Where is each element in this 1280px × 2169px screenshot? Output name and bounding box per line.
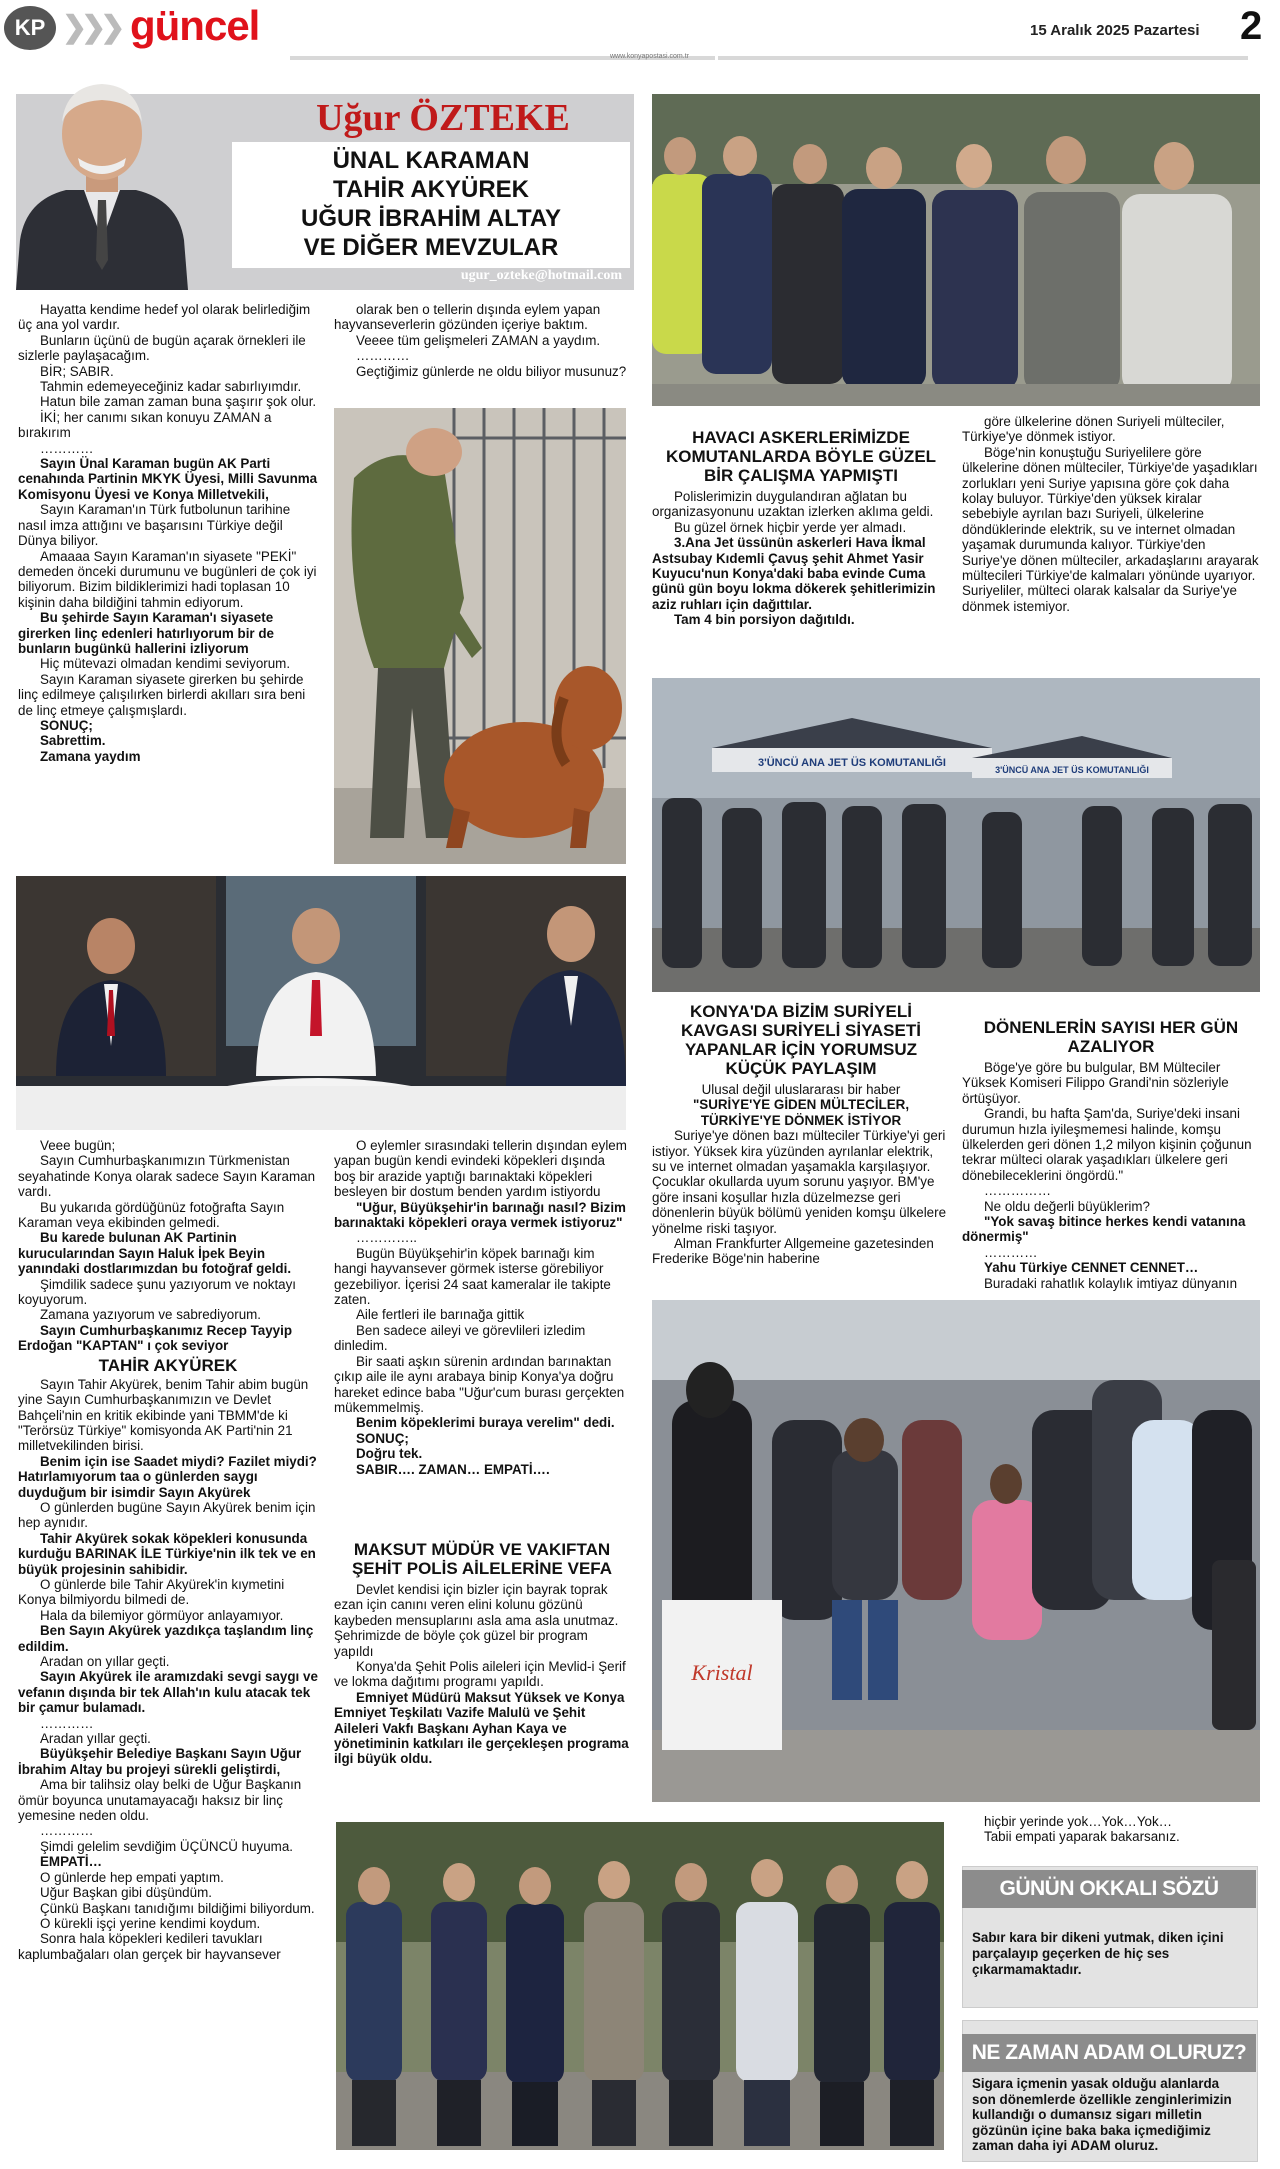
logo: KP — [4, 6, 56, 50]
paragraph: Bugün Büyükşehir'in köpek barınağı kim hangi hayvansever görmek isterse görebiliyor gezebiliyor. İçerisi 24 saat kameralar ile takipte zaten. — [334, 1245, 611, 1308]
paragraph: ………… — [40, 1823, 94, 1839]
paragraph: Ne oldu değerli büyüklerim? — [984, 1198, 1150, 1214]
headline-line: VE DİĞER MEVZULAR — [303, 234, 559, 261]
paragraph: Grandi, bu hafta Şam'da, Suriye'deki insani durumun hızla iyileşmemesi halinde, komşu ülkelerden geri dönen 1,2 milyon kişinin çoğunun tekrar mülteci olarak yaşadıkları ülkelere geri dönebileceklerini öngördü." — [962, 1106, 1252, 1183]
paragraph: Sayın Karaman'ın Türk futbolunun tarihine nasıl imza attığını ve başarısını Türkiye değil Dünya biliyor. — [18, 502, 291, 549]
column-text-1 — [18, 302, 318, 764]
paragraph: Veeee tüm gelişmeleri ZAMAN a yaydım. — [356, 332, 601, 348]
headline-line: TAHİR AKYÜREK — [333, 176, 529, 203]
author-email[interactable]: ugur_ozteke@hotmail.com — [460, 268, 622, 283]
paragraph: ………… — [40, 1715, 94, 1731]
issue-date: 15 Aralık 2025 Pazartesi — [1030, 22, 1200, 39]
column-headline — [232, 146, 630, 262]
column-text-3 — [18, 1138, 318, 1962]
paragraph: Sayın Cumhurbaşkanımızın Türkmenistan seyahatinde Konya olarak sadece Sayın Karaman vardı. — [18, 1153, 316, 1200]
page-number: 2 — [1240, 4, 1263, 48]
photo-meeting — [16, 876, 626, 1130]
paragraph: Ulusal değil uluslararası bir haber — [701, 1082, 901, 1097]
column-text-2 — [334, 302, 630, 379]
paragraph: Suriye'ye dönen bazı mülteciler Türkiye'yi geri istiyor. Yüksek kira yüzünden ayrılanlar elektrik, su ve internet olmadan yaşamakla karşılaşıyor. Çocuklar okullarda uyum sorunu yaşıyor. BM'ye göre insani koşullar hızla düzelmezse geri dönenlerin büyük bölümü yeniden komşu ülkelere yönelme riski taşıyor. — [652, 1128, 947, 1236]
paragraph: göre ülkelerine dönen Suriyeli mülteciler, Türkiye'ye dönmek istiyor. — [962, 414, 1225, 445]
subheading: TAHİR AKYÜREK — [98, 1355, 238, 1375]
paragraph: Ben sadece aileyi ve görevlileri izledim dinledim. — [334, 1322, 586, 1354]
column-text-4 — [334, 1138, 630, 1477]
headline-line: ÜNAL KARAMAN — [332, 147, 530, 174]
paragraph: O eylemler sırasındaki tellerin dışından eylem yapan bugün kendi evindeki köpekleri dışında boş bir arazide yaptığı barınaktaki köpekleri besleyen bir dostum benden yardım istiyordu — [334, 1138, 627, 1200]
paragraph: hiçbir yerinde yok…Yok…Yok… — [984, 1814, 1173, 1829]
paragraph: Sayın Cumhurbaşkanımız Recep Tayyip Erdoğan "KAPTAN" ı çok seviyor — [18, 1322, 293, 1354]
news-havaci-left — [652, 428, 950, 628]
paragraph: "SURİYE'YE GİDEN MÜLTECİLER, TÜRKİYE'YE DÖNMEK İSTİYOR — [692, 1097, 910, 1128]
paragraph: Amaaaa Sayın Karaman'ın siyasete "PEKİ" demeden önceki durumunu ve bugünleri de çok iyi biliyorum. Bizim bildiklerimizi hadi toplasan 10 kişinin daha bildiğini tahmin ediyorum. — [18, 548, 317, 610]
article-title: DÖNENLERİN SAYISI HER GÜN AZALIYOR — [983, 1018, 1239, 1056]
paragraph: ………… — [984, 1244, 1038, 1260]
paragraph: "Yok savaş bitince herkes kendi vatanına dönermiş" — [962, 1214, 1246, 1245]
tent-banner-2: 3'ÜNCÜ ANA JET ÜS KOMUTANLIĞI — [995, 765, 1149, 775]
author-name: Uğur ÖZTEKE — [316, 97, 570, 139]
paragraph: "Uğur, Büyükşehir'in barınağı nasıl? Bizim barınaktaki köpekleri oraya vermek istiyoruz" — [334, 1199, 626, 1231]
tent-banner-1: 3'ÜNCÜ ANA JET ÜS KOMUTANLIĞI — [758, 757, 946, 769]
paragraph: Polislerimizin duygulandıran ağlatan bu organizasyonunu uzaktan izlerken aklıma geldi. — [652, 489, 934, 520]
paragraph: Hala da bilemiyor görmüyor anlayamıyor. — [40, 1607, 284, 1623]
paragraph: Ama bir talihsiz olay belki de Uğur Başkanın ömür boyunca unutamayacağı haksız bir linç yemesine neden oldu. — [18, 1777, 302, 1824]
paragraph: Aradan yıllar geçti. — [40, 1731, 151, 1747]
paragraph: Bu güzel örnek hiçbir yerde yer almadı. — [674, 519, 907, 535]
chevrons-icon: ❯❯❯ — [62, 11, 120, 44]
paragraph: Uğur Başkan gibi düşündüm. — [40, 1885, 212, 1901]
headline-line: UĞUR İBRAHİM ALTAY — [301, 205, 561, 232]
article-title: MAKSUT MÜDÜR VE VAKIFTAN ŞEHİT POLİS AİLELERİNE VEFA — [351, 1540, 613, 1578]
paragraph: Bu yukarıda gördüğünüz fotoğrafta Sayın Karaman veya ekibinden gelmedi. — [18, 1199, 285, 1231]
paragraph: Şimdilik sadece şunu yazıyorum ve noktayı koyuyorum. — [18, 1276, 297, 1308]
paragraph: Hayatta kendime hedef yol olarak belirlediğim üç ana yol vardır. — [18, 302, 311, 333]
photo-refugees — [652, 1300, 1260, 1802]
paragraph: olarak ben o tellerin dışında eylem yapan hayvanseverlerin gözünden içeriye baktım. — [334, 302, 601, 333]
paragraph: SONUÇ; — [356, 1430, 409, 1446]
author-photo — [6, 50, 196, 290]
quote-title: GÜNÜN OKKALI SÖZÜ — [962, 1870, 1256, 1908]
paragraph: Sayın Akyürek ile aramızdaki sevgi saygı ve vefanın dışında bir tek Allah'ın kulu atacak tek bir çamur bulamadı. — [18, 1669, 318, 1716]
paragraph: Tahir Akyürek sokak köpekleri konusunda kurduğu BARINAK İLE Türkiye'nin ilk tek ve en büyük projesinin sahibidir. — [18, 1530, 316, 1577]
news-sehit-polis — [334, 1540, 630, 1767]
paragraph: Alman Frankfurter Allgemeine gazetesinden Frederike Böge'nin haberine — [652, 1236, 934, 1267]
paragraph: Şimdi gelelim sevdiğim ÜÇÜNCÜ huyuma. — [40, 1838, 294, 1854]
paragraph: ………….. — [356, 1230, 418, 1246]
paragraph: Tabii empati yaparak bakarsanız. — [984, 1829, 1180, 1845]
news-suriyeli — [652, 1002, 950, 1267]
news-donenler-tail — [962, 1814, 1260, 1845]
paragraph: Çünkü Başkanı tanıdığımı bildiğimi biliyordum. — [40, 1900, 315, 1916]
paragraph: Aradan on yıllar geçti. — [40, 1654, 170, 1669]
section-title: güncel — [130, 2, 260, 49]
paragraph: Sabrettim. — [40, 733, 106, 749]
paragraph: O günlerden bugüne Sayın Akyürek benim için hep aynıdır. — [18, 1499, 316, 1531]
paragraph: Geçtiğimiz günlerde ne oldu biliyor musunuz? — [356, 363, 627, 379]
paragraph: Böge'nin konuştuğu Suriyelilere göre ülkelerine dönen mülteciler, Türkiye'de yaşadıkları zorlukları yeni Suriye yapısına göre çok daha kolay buluyor. Türkiye'den yüksek kiralar sebebiyle ayrılan bazı Suriyeli, ülkelerine döndüklerinde elektrik, su ve internet olmadan yaşamak durumunda kalıyor. Türkiye'den Suriye'ye dönen mülteciler, arkadaşlarını arayarak mültecileri Türkiye'de kalmaları yönünde uyarıyor. Suriyeliler, mülteci olarak kalsalar da Suriye'ye dönmek istemiyor. — [962, 444, 1259, 614]
opinion-title: NE ZAMAN ADAM OLURUZ? — [962, 2034, 1256, 2072]
paragraph: Ben Sayın Akyürek yazdıkça taşlandım linç edildim. — [18, 1623, 314, 1654]
photo-military-ceremony — [652, 94, 1260, 406]
paragraph: O günlerde hep empati yaptım. — [40, 1869, 224, 1885]
paragraph: 3.Ana Jet üssünün askerleri Hava İkmal Astsubay Kıdemli Çavuş şehit Ahmet Yasir Kuyucu'nun Konya'daki baba evinde Cuma günü gün boyu lokma dökerek şehitlerimizin aziz ruhları için dağıttılar. — [652, 535, 936, 612]
paragraph: Bu şehirde Sayın Karaman'ı siyasete girerken linç edenleri hatırlıyorum bir de bunların bugünkü hallerini izliyorum — [18, 610, 274, 656]
paragraph: ………… — [40, 440, 94, 456]
photo-group-officials — [336, 1822, 944, 2150]
paragraph: SABIR…. ZAMAN… EMPATİ…. — [356, 1461, 550, 1477]
paragraph: Hatun bile zaman zaman buna şaşırır şok olur. — [40, 394, 317, 410]
paragraph: Sonra hala köpekleri kedileri tavukları kaplumbağaları olan gerçek bir hayvansever — [18, 1931, 281, 1962]
news-donenler — [962, 1018, 1260, 1291]
article-title: HAVACI ASKERLERİMİZDE KOMUTANLARDA BÖYLE GÜZEL BİR ÇALIŞMA YAPMIŞTI — [665, 428, 937, 485]
paragraph: ………… — [356, 348, 410, 364]
paragraph: Veee bugün; — [40, 1138, 116, 1153]
paragraph: Böge'ye göre bu bulgular, BM Mülteciler Yüksek Komiseri Filippo Grandi'nin sözleriyle örtüşüyor. — [962, 1060, 1229, 1106]
paragraph: Bunların üçünü de bugün açarak örnekleri ile sizlerle paylaşacağım. — [18, 332, 306, 364]
paragraph: O kürekli işçi yerine kendimi koydum. — [40, 1915, 261, 1931]
header-url: www.konyapostasi.com.tr — [610, 53, 689, 60]
paragraph: SONUÇ; — [40, 717, 93, 733]
opinion-body: Sigara içmenin yasak olduğu alanlarda son dönemlerde özellikle zenginlerimizin kullandığı o dumansız sigarı milletin gözünün içine baka baka içmediğimiz zaman daha iyi ADAM oluruz. — [972, 2076, 1232, 2153]
paragraph: Yahu Türkiye CENNET CENNET… — [984, 1260, 1199, 1276]
photo-man-with-dog — [334, 408, 626, 864]
paragraph: Sayın Tahir Akyürek, benim Tahir abim bugün yine Sayın Cumhurbaşkanımızın ve Devlet Bahçeli'nin en kritik ekibinde yani TBMM'de ki "Terörsüz Türkiye" komisyonda AK Parti'nin 21 milletvekilinden birisi. — [18, 1376, 309, 1454]
paragraph: Konya'da Şehit Polis aileleri için Mevlid-i Şerif ve lokma dağıtımı programı yapıldı. — [334, 1659, 626, 1690]
article-title: KONYA'DA BİZİM SURİYELİ KAVGASI SURİYELİ SİYASETİ YAPANLAR İÇİN YORUMSUZ KÜÇÜK PAYLAŞIM — [681, 1002, 921, 1078]
paragraph: Tam 4 bin porsiyon dağıtıldı. — [674, 612, 855, 628]
bag-label: Kristal — [691, 1660, 753, 1685]
paragraph: Emniyet Müdürü Maksut Yüksek ve Konya Emniyet Teşkilatı Vazife Malulü ve Şehit Aileleri Vakfı Başkanı Ayhan Kaya ve yönetiminin katkıları ile gerçekleşen programa ilgi büyük oldu. — [334, 1689, 629, 1767]
paragraph: Devlet kendisi için bizler için bayrak toprak ezan için canını veren elini kolunu gözünü kaybeden mensuplarını asla ama asla unutmaz. Şehrimizde de böyle çok güzel bir program yapıldı — [334, 1582, 619, 1659]
paragraph: BİR; SABIR. — [40, 363, 114, 379]
paragraph: Aile fertleri ile barınağa gittik — [356, 1307, 525, 1323]
paragraph: Büyükşehir Belediye Başkanı Sayın Uğur İbrahim Altay bu projeyi sürekli geliştirdi, — [18, 1746, 302, 1777]
photo-lokma-tent — [652, 678, 1260, 992]
quote-body: Sabır kara bir dikeni yutmak, diken içini parçalayıp geçerken de hiç ses çıkarmamaktadır. — [972, 1930, 1224, 1977]
paragraph: Sayın Karaman siyasete girerken bu şehirde linç edilmeye çalışılırken birlerdi akılları sıra beni de linç etmeye çalışmışlardı. — [18, 671, 306, 718]
news-havaci-right — [962, 414, 1260, 614]
paragraph: Bir saati aşkın sürenin ardından barınaktan çıkıp aile ile aynı arabaya binip Konya'ya doğru hareket edince baba "Uğur'cum burası gerçekten mükemmelmiş. — [334, 1353, 625, 1415]
paragraph: EMPATİ… — [40, 1854, 102, 1870]
paragraph: Doğru tek. — [356, 1446, 423, 1462]
paragraph: Zamana yazıyorum ve sabrediyorum. — [40, 1307, 262, 1323]
paragraph: …………… — [984, 1183, 1051, 1199]
paragraph: O günlerde bile Tahir Akyürek'in kıymetini Konya bilmiyordu bilmedi de. — [18, 1576, 285, 1608]
paragraph: Tahmin edemeyeceğiniz kadar sabırlıyımdır. — [40, 379, 302, 395]
paragraph: Benim köpeklerimi buraya verelim" dedi. — [356, 1415, 615, 1431]
paragraph: Buradaki rahatlık kolaylık imtiyaz dünyanın — [984, 1275, 1238, 1291]
paragraph: Hiç mütevazi olmadan kendimi seviyorum. — [40, 656, 291, 672]
paragraph: Benim için ise Saadet miydi? Fazilet miydi? Hatırlamıyorum taa o günlerden saygı duyduğum bir isimdir Sayın Akyürek — [18, 1453, 317, 1500]
paragraph: Bu karede bulunan AK Partinin kurucularından Sayın Haluk İpek Beyin yanındaki dostlarımızdan bu fotoğraf geldi. — [18, 1230, 292, 1277]
header-rule-2 — [718, 56, 1248, 60]
paragraph: Sayın Ünal Karaman bugün AK Parti cenahında Partinin MKYK Üyesi, Milli Savunma Komisyonu Üyesi ve Konya Milletvekili, — [18, 456, 318, 502]
paragraph: Zamana yaydım — [40, 748, 141, 764]
paragraph: İKİ; her canımı sıkan konuyu ZAMAN a bırakırım — [18, 409, 272, 441]
